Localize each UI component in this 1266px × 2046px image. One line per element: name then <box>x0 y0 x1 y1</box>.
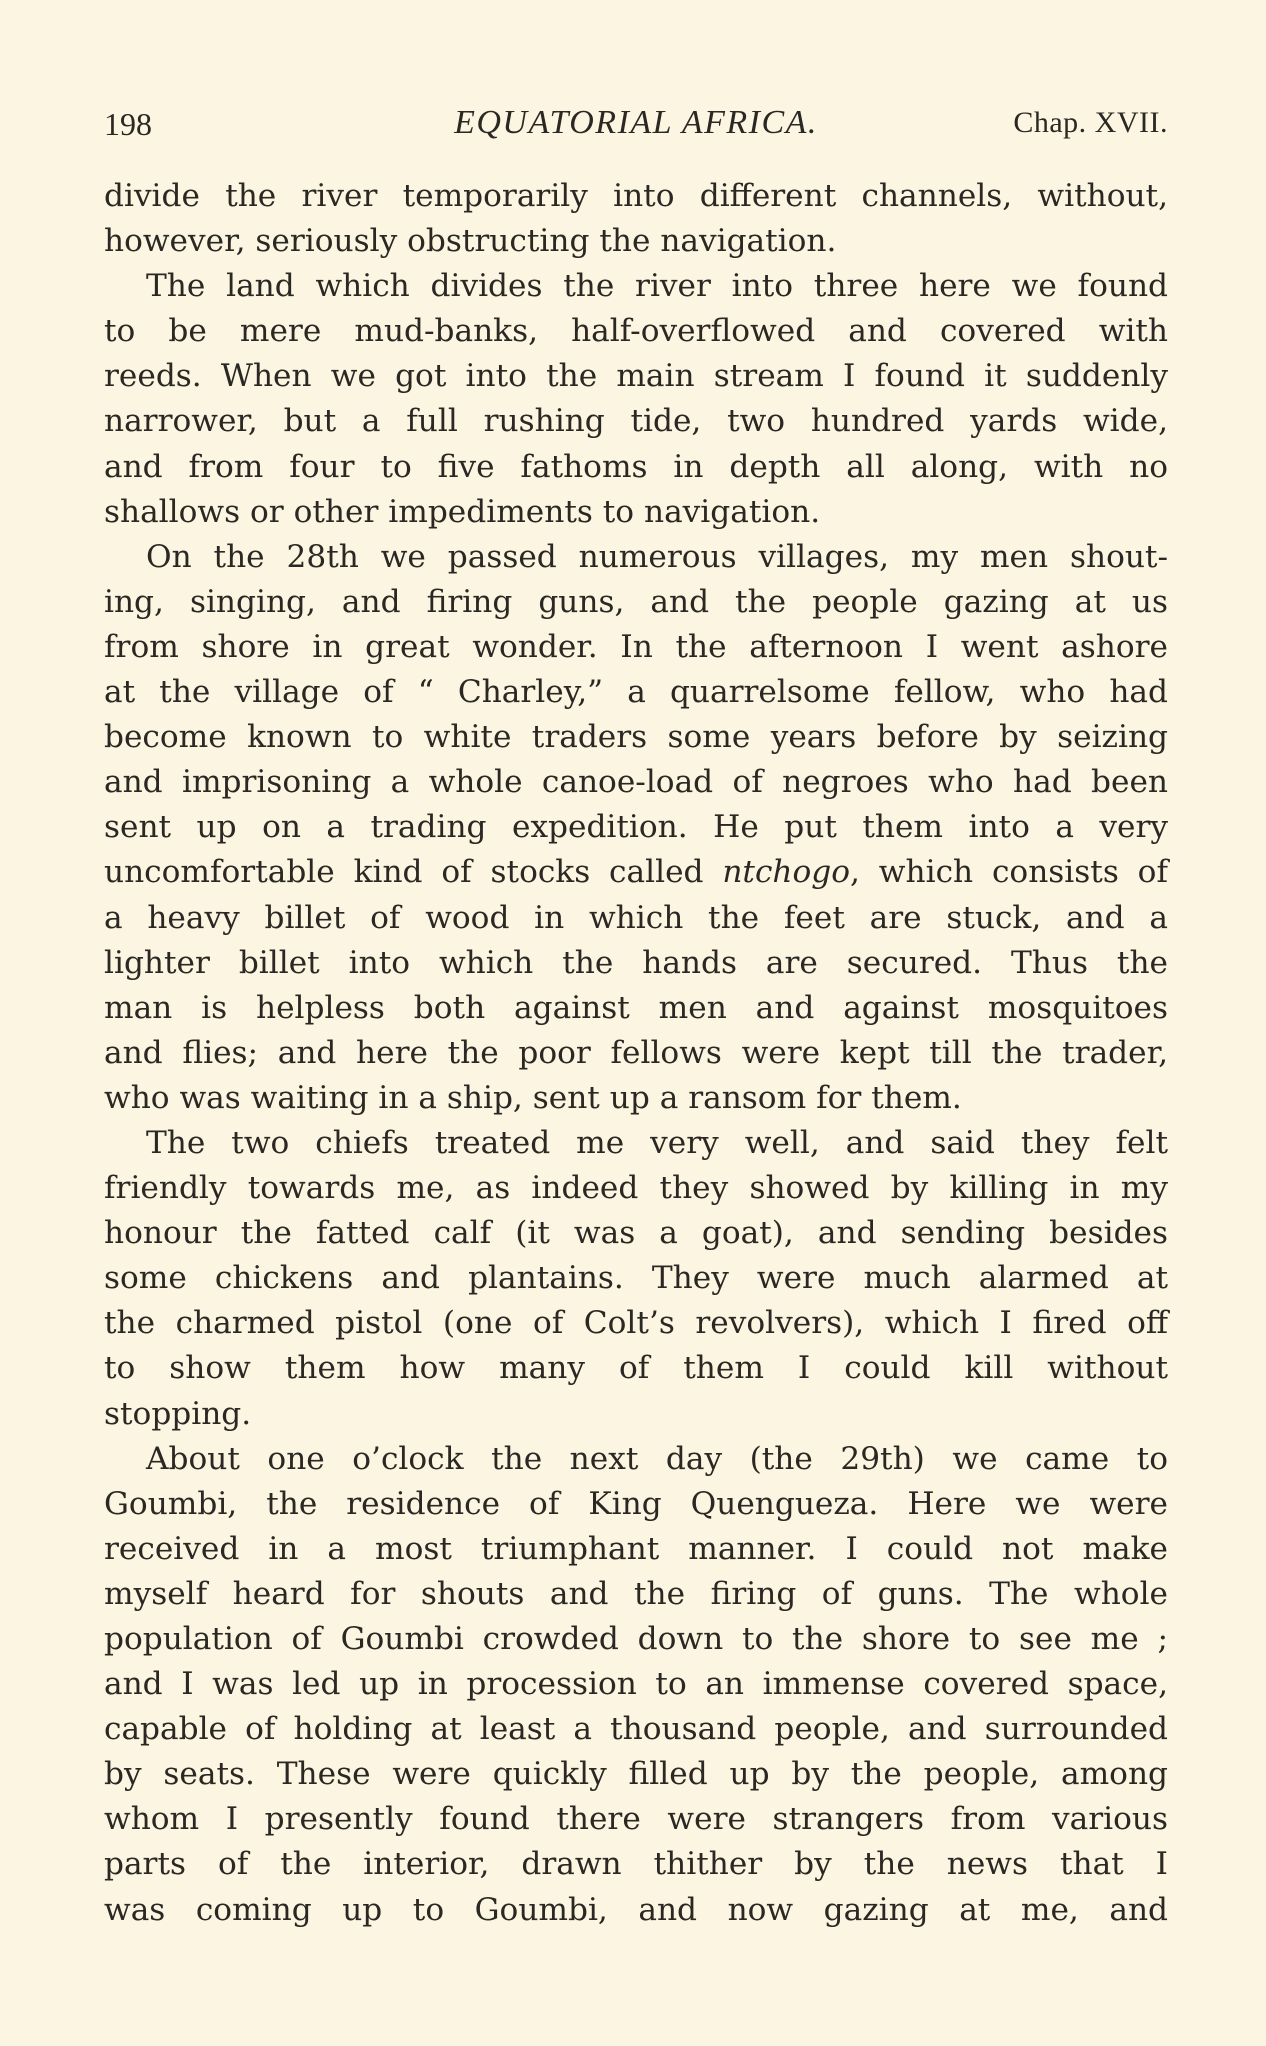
text-line: About one o’clock the next day (the 29th) we came to <box>146 1440 1168 1477</box>
text-line: shallows or other impediments to navigation. <box>104 493 821 530</box>
text-line: received in a most triumphant manner. I could not make <box>104 1530 1168 1567</box>
text-line: was coming up to Goumbi, and now gazing at me, and <box>104 1891 1168 1928</box>
text-line: man is helpless both against men and against mosquitoes <box>104 989 1168 1026</box>
italic-term: ntchogo <box>722 854 851 891</box>
text-line: however, seriously obstructing the navigation. <box>104 223 837 260</box>
text-line <box>104 850 1168 895</box>
paragraph-4 <box>104 1121 1168 1437</box>
page-number: 198 <box>104 106 152 142</box>
text-line: the charmed pistol (one of Colt’s revolvers), which I fired off <box>104 1305 1168 1342</box>
text-line: parts of the interior, drawn thither by the news that I <box>104 1846 1168 1883</box>
text-line: and flies; and here the poor fellows were kept till the trader, <box>104 1034 1168 1071</box>
text-line: whom I presently found there were strangers from various <box>104 1801 1168 1838</box>
text-line: honour the fatted calf (it was a goat), and sending besides <box>104 1215 1168 1252</box>
paragraph-1 <box>104 174 1168 264</box>
text-line: divide the river temporarily into different channels, without, <box>104 178 1168 214</box>
text-line: ing, singing, and firing guns, and the people gazing at us <box>104 583 1168 620</box>
paragraph-2 <box>104 264 1168 535</box>
text-line: and I was led up in procession to an immense covered space, <box>104 1666 1168 1703</box>
book-page <box>104 100 1168 1933</box>
text-line: from shore in great wonder. In the afternoon I went ashore <box>104 628 1168 665</box>
text-fragment: , which consists of <box>850 854 1168 891</box>
text-line: capable of holding at least a thousand people, and surrounded <box>104 1711 1168 1748</box>
text-line: some chickens and plantains. They were much alarmed at <box>104 1260 1168 1297</box>
text-line: On the 28th we passed numerous villages, my men shout- <box>146 538 1168 575</box>
text-line: reeds. When we got into the main stream I found it suddenly <box>104 358 1168 395</box>
text-line: stopping. <box>104 1395 252 1432</box>
text-line: lighter billet into which the hands are secured. Thus the <box>104 944 1168 981</box>
text-line: friendly towards me, as indeed they showed by killing in my <box>104 1170 1168 1207</box>
body-text <box>104 174 1168 1933</box>
text-line: myself heard for shouts and the firing of guns. The whole <box>104 1575 1168 1612</box>
text-line: become known to white traders some years before by seizing <box>104 719 1168 756</box>
text-line: by seats. These were quickly filled up by the people, among <box>104 1756 1168 1793</box>
text-line: population of Goumbi crowded down to the shore to see me ; <box>104 1621 1168 1657</box>
text-line: and imprisoning a whole canoe-load of negroes who had been <box>104 764 1168 801</box>
paragraph-5 <box>104 1437 1168 1933</box>
book-title: EQUATORIAL AFRICA. <box>454 104 818 141</box>
text-line: sent up on a trading expedition. He put them into a very <box>104 809 1168 846</box>
paragraph-3 <box>104 535 1168 1121</box>
text-line: a heavy billet of wood in which the feet are stuck, and a <box>104 899 1168 936</box>
text-line: The land which divides the river into three here we found <box>146 268 1168 305</box>
text-line: The two chiefs treated me very well, and said they felt <box>146 1124 1168 1161</box>
running-head <box>104 100 1168 150</box>
text-line: and from four to five fathoms in depth all along, with no <box>104 448 1168 485</box>
text-line: who was waiting in a ship, sent up a ransom for them. <box>104 1079 962 1116</box>
text-fragment: uncomfortable kind of stocks called <box>104 854 723 891</box>
text-line: Goumbi, the residence of King Quengueza. Here we were <box>104 1485 1168 1522</box>
text-line: at the village of “ Charley,” a quarrelsome fellow, who had <box>104 674 1168 711</box>
text-line: narrower, but a full rushing tide, two hundred yards wide, <box>104 403 1168 440</box>
text-line: to show them how many of them I could kill without <box>104 1350 1168 1387</box>
text-line: to be mere mud-banks, half-overflowed and covered with <box>104 313 1168 350</box>
chapter-label: Chap. XVII. <box>1013 106 1168 139</box>
